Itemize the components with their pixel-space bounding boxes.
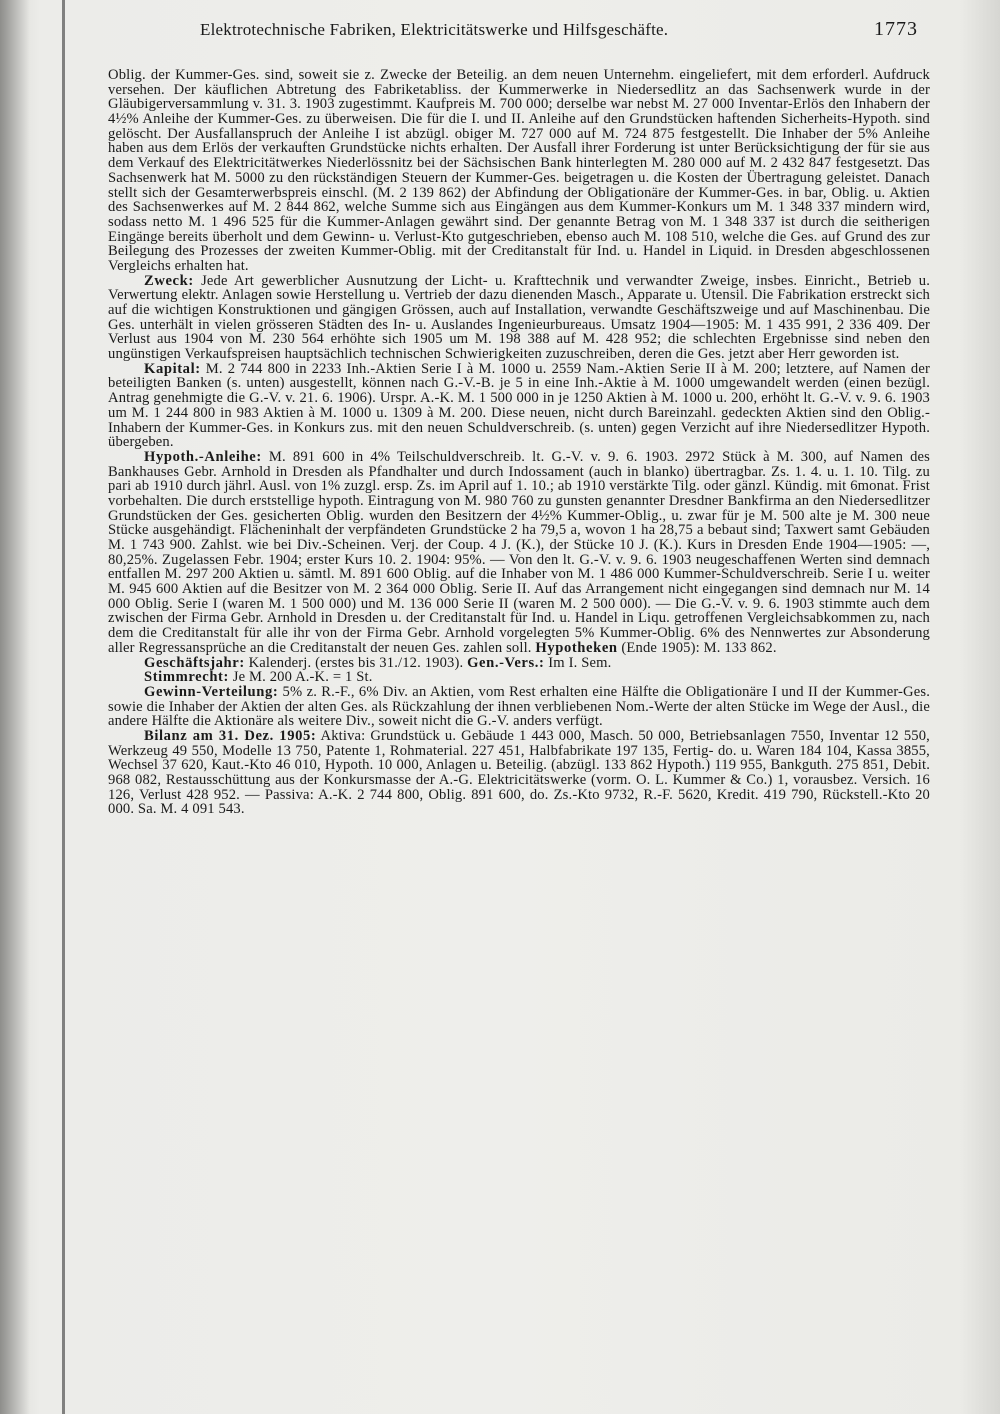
running-title: Elektrotechnische Fabriken, Elektricitätswerke und Hilfsgeschäfte. <box>200 20 669 39</box>
kapital-label: Kapital: <box>144 360 201 377</box>
paragraph-zweck <box>108 274 930 362</box>
kapital-text: M. 2 744 800 in 2233 Inh.-Aktien Serie I à M. 1000 u. 2559 Nam.-Aktien Serie II à M. 200; letztere, auf Namen der beteiligten Banken (s. unten) ausgestellt, können nach G.-V.-B. je 5 in eine Inh.-Aktie à M. 1000 umgewandelt werden (einen bezügl. Antrag genehmigte die G.-V. v. 21. 6. 1906). Urspr. A.-K. M. 1 500 000 in je 1250 Aktien à M. 1000 u. 200, erhöht lt. G.-V. v. 9. 6. 1903 um M. 1 244 800 in 983 Aktien à M. 1000 u. 1309 à M. 200. Diese neuen, nicht durch Bareinzahl. gedeckten Aktien sind den Oblig.-Inhabern der Kummer-Ges. in Konkurs zus. mit den neuen Schuldverschreib. (s. unten) gegen Verzicht auf ihre Niedersedlitzer Hypoth. übergeben. <box>108 360 930 451</box>
hypoth-anleihe-label: Hypoth.-Anleihe: <box>144 448 262 465</box>
page-number: 1773 <box>874 18 918 40</box>
hypotheken-text: (Ende 1905): M. 133 862. <box>617 639 777 656</box>
binding-edge <box>62 0 65 1414</box>
paragraph-hypoth-anleihe <box>108 450 930 656</box>
paragraph-geschaeftsjahr <box>108 656 930 671</box>
stimmrecht-text: Je M. 200 A.-K. = 1 St. <box>228 669 373 686</box>
geschaeftsjahr-label: Geschäftsjahr: <box>144 654 245 671</box>
paragraph-stimmrecht <box>108 670 930 685</box>
bilanz-text: Aktiva: Grundstück u. Gebäude 1 443 000, Masch. 50 000, Betriebsanlagen 7550, Inventar 12 550, Werkzeug 49 550, Modelle 13 750, Patente 1, Rohmaterial. 227 451, Halbfabrikate 197 135, Fertig- do. u. Waren 184 104, Kassa 3855, Wechsel 37 620, Kaut.-Kto 46 010, Hypoth. 10 000, Anlagen u. Beteilig. (abzügl. 133 862 Hypoth.) 119 955, Bankguth. 275 851, Debit. 968 082, Restausschüttung aus der Konkursmasse der A.-G. Elektricitätswerke (vorm. O. L. Kummer & Co.) 1, vorausbez. Versich. 16 126, Verlust 428 952. — Passiva: A.-K. 2 744 800, Oblig. 891 600, do. Zs.-Kto 9732, R.-F. 5620, Kredit. 419 790, Rückstell.-Kto 20 000. Sa. M. 4 091 543. <box>108 727 930 818</box>
gewinn-verteilung-label: Gewinn-Verteilung: <box>144 683 279 700</box>
running-head <box>108 20 928 48</box>
zweck-text: Jede Art gewerblicher Ausnutzung der Licht- u. Krafttechnik und verwandter Zweige, insbes. Einricht., Betrieb u. Verwertung elektr. Anlagen sowie Herstellung u. Vertrieb der dazu dienenden Masch., Apparate u. Utensil. Die Fabrikation erstreckt sich auf die wichtigen Konstruktionen und gängigen Grössen, auch auf Installation, verwandte Geschäftszweige und auf Maschinenbau. Die Ges. unterhält in vielen grösseren Städten des In- u. Auslandes Ingenieurbureaus. Umsatz 1904—1905: M. 1 435 991, 2 336 409. Der Verlust aus 1904 von M. 230 564 erhöhte sich 1905 um M. 198 388 auf M. 428 952; die schlechten Ergebnisse sind neben den ungünstigen Verkaufspreisen hauptsächlich technischen Schwierigkeiten zuzuschreiben, deren die Ges. jetzt aber Herr geworden ist. <box>108 272 930 363</box>
stimmrecht-label: Stimmrecht: <box>144 669 229 686</box>
paragraph-intro <box>108 68 930 274</box>
paragraph-kapital <box>108 362 930 450</box>
paragraph-intro-text: Oblig. der Kummer-Ges. sind, soweit sie z. Zwecke der Beteilig. an dem neuen Unternehm. eingeliefert, mit dem erforderl. Aufdruck versehen. Der käuflichen Abtretung des Fabriketabliss. der Kummerwerke in Niedersedlitz an das Sachsenwerk wurde in der Gläubigerversammlung v. 31. 3. 1903 zugestimmt. Kaufpreis M. 700 000; derselbe war nebst M. 27 000 Inventar-Erlös den Inhabern der 4½% Anleihe der Kummer-Ges. zu überweisen. Die für die I. und II. Anleihe auf den Grundstücken haftenden Sicherheits-Hypoth. sind gelöscht. Der Ausfallanspruch der Anleihe I ist abzügl. obiger M. 727 000 auf M. 724 875 festgestellt. Die Inhaber der 5% Anleihe haben aus dem Erlös der verkauften Grundstücke nichts erhalten. Der Ausfall ihrer Forderung ist unter Berücksichtigung der für sie aus dem Verkauf des Elektricitätwerkes Niederlössnitz bei der Sächsischen Bank hinterlegten M. 280 000 auf M. 2 432 847 festgesetzt. Das Sachsenwerk hat M. 5000 zu den rückständigen Steuern der Kummer-Ges. beigetragen u. die Kosten der Übertragung geleistet. Danach stellt sich der Gesamterwerbspreis einschl. (M. 2 139 862) der Abfindung der Obligationäre der Kummer-Ges. in bar, Oblig. u. Aktien des Sachsenwerkes auf M. 2 844 862, welche Summe sich aus Eingängen aus dem Kummer-Konkurs um M. 1 348 337 mindern wird, sodass netto M. 1 496 525 für die Kummer-Anlagen gewährt sind. Der genannte Betrag von M. 1 348 337 ist durch die seitherigen Eingänge bereits überholt und dem Gewinn- u. Verlust-Kto gutgeschrieben, ebenso auch M. 108 510, welche die Ges. auf Grund des zur Beilegung des Prozesses der zweiten Kummer-Oblig. mit der Creditanstalt für Ind. u. Handel in Liquid. in Dresden abgeschlossenen Vergleichs erhalten hat. <box>108 67 930 274</box>
geschaeftsjahr-text: Kalenderj. (erstes bis 31./12. 1903). <box>244 654 468 671</box>
hypotheken-label: Hypotheken <box>535 639 618 656</box>
text-body <box>108 68 930 817</box>
gewinn-verteilung-text: 5% z. R.-F., 6% Div. an Aktien, vom Rest erhalten eine Hälfte die Obligationäre I und II der Kummer-Ges. sowie die Inhaber der Aktien der alten Ges. als Rückzahlung der ihnen verbliebenen Nom.-Werte der alten Stücke im Wege der Ausl., die andere Hälfte die Aktionäre als weitere Div., soweit nicht die G.-V. anders verfügt. <box>108 683 930 730</box>
bilanz-label: Bilanz am 31. Dez. 1905: <box>144 727 317 744</box>
gen-vers-text: Im I. Sem. <box>544 654 612 671</box>
paragraph-bilanz <box>108 729 930 817</box>
binding-shadow <box>0 0 30 1414</box>
hypoth-anleihe-text: M. 891 600 in 4% Teilschuldverschreib. lt. G.-V. v. 9. 6. 1903. 2972 Stück à M. 300, auf Namen des Bankhauses Gebr. Arnhold in Dresden als Pfandhalter und durch Indossament (auch in blanko) übertragbar. Zs. 1. 4. u. 1. 10. Tilg. zu pari ab 1910 durch jährl. Ausl. von 1% zuzgl. ersp. Zs. im April auf 1. 10.; ab 1910 verstärkte Tilg. oder gänzl. Kündig. mit 6monat. Frist vorbehalten. Die durch erststellige hypoth. Eintragung von M. 980 760 zu gunsten genannter Dresdner Bankfirma an den Niedersedlitzer Grundstücken der Ges. gesicherten Oblig. wurden den Besitzern der 4½% Kummer-Oblig., u. zwar für je M. 500 alte je M. 300 neue Stücke ausgehändigt. Flächeninhalt der verpfändeten Grundstücke 2 ha 79,5 a, wovon 1 ha 28,75 a bebaut sind; Taxwert samt Gebäuden M. 1 743 900. Zahlst. wie bei Div.-Scheinen. Verj. der Coup. 4 J. (K.), der Stücke 10 J. (K.). Kurs in Dresden Ende 1904—1905: —, 80,25%. Zugelassen Febr. 1904; erster Kurs 10. 2. 1904: 95%. — Von den lt. G.-V. v. 9. 6. 1903 neugeschaffenen Werten sind demnach entfallen M. 297 200 Aktien u. sämtl. M. 891 600 Oblig. auf die Inhaber von M. 1 486 000 Kummer-Schuldverschreib. Serie I u. weiter M. 945 600 Aktien auf die Besitzer von M. 2 364 000 Oblig. Serie II. Auf das Arrangement nicht eingegangen sind demnach nur M. 14 000 Oblig. Serie I (waren M. 1 500 000) und M. 136 000 Serie II (waren M. 2 500 000). — Die G.-V. v. 9. 6. 1903 stimmte auch dem zwischen der Firma Gebr. Arnhold in Dresden u. der Creditanstalt für Ind. u. Handel in Liqu. getroffenen Vergleichsabkommen zu, nach dem die Creditanstalt für alle ihr von der Firma Gebr. Arnhold vorgelegten 5% Kummer-Oblig. 6% des Nennwertes zur Absonderung aller Regressansprüche an die Creditanstalt der neuen Ges. zahlen soll. <box>108 448 930 656</box>
paragraph-gewinn-verteilung <box>108 685 930 729</box>
zweck-label: Zweck: <box>144 272 194 289</box>
gen-vers-label: Gen.-Vers.: <box>467 654 545 671</box>
